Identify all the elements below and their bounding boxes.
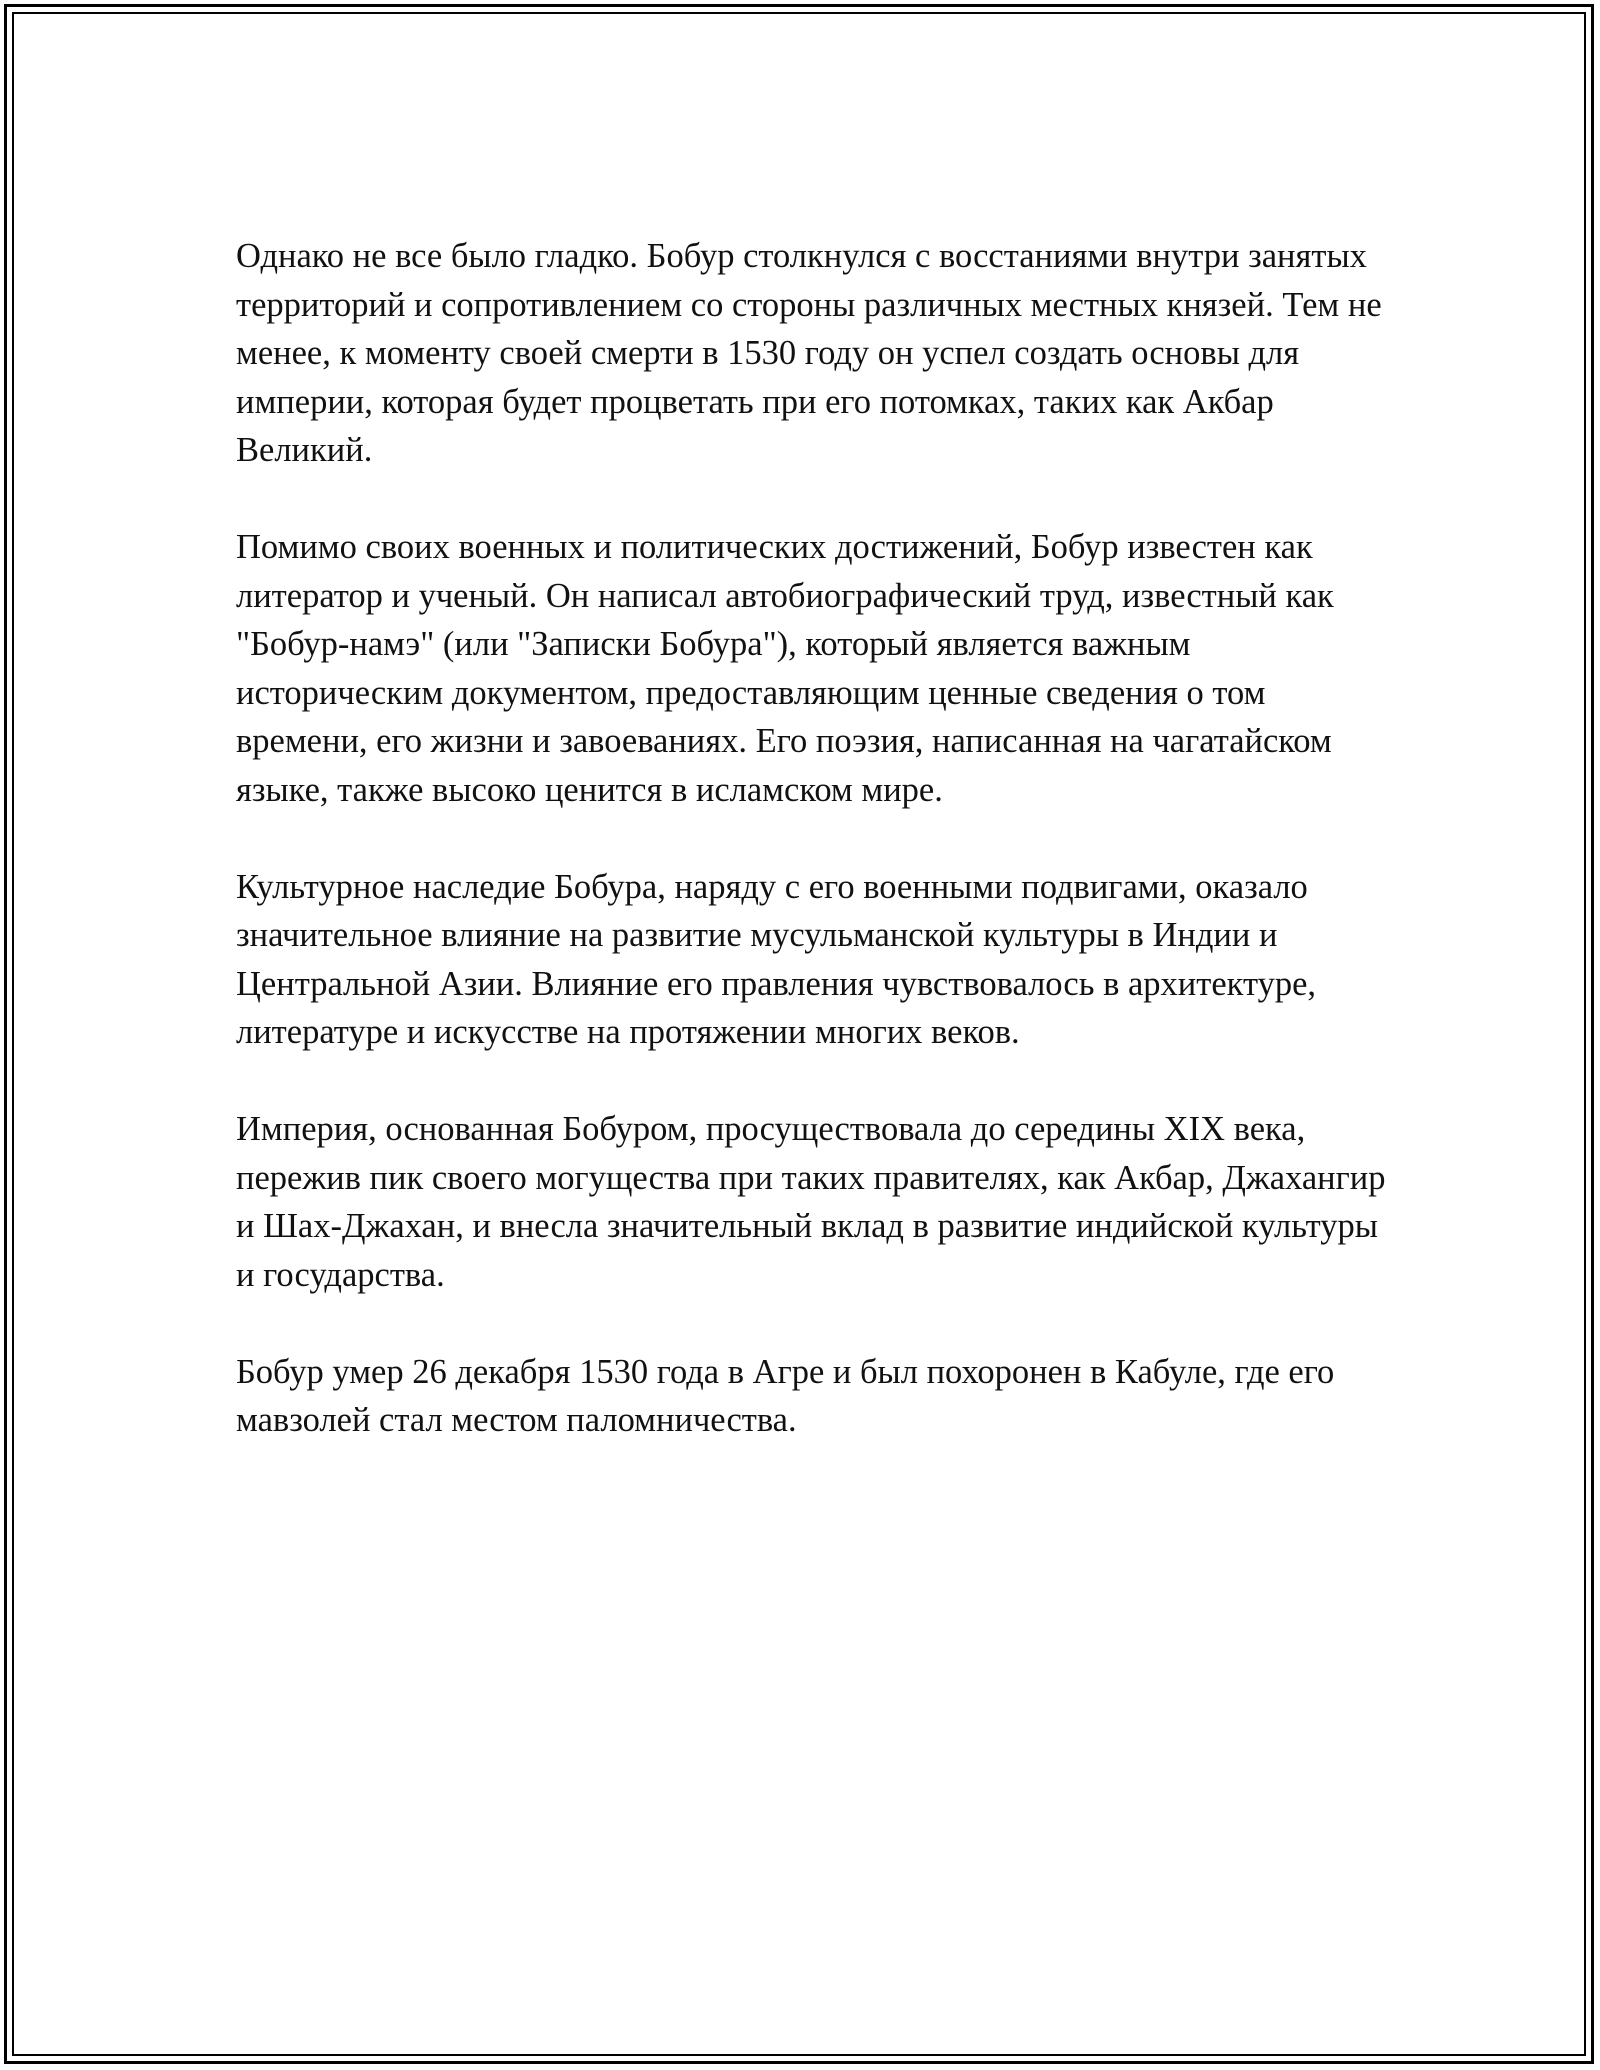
document-body <box>236 232 1386 1445</box>
paragraph-1: Однако не все было гладко. Бобур столкнулся с восстаниями внутри занятых территорий и сопротивлением со стороны различных местных князей. Тем не менее, к моменту своей смерти в 1530 году он успел создать основы для империи, которая будет процветать при его потомках, таких как Акбар Великий. <box>236 237 1382 469</box>
paragraph-5: Бобур умер 26 декабря 1530 года в Агре и был похоронен в Кабуле, где его мавзолей стал местом паломничества. <box>236 1352 1335 1439</box>
paragraph-2: Помимо своих военных и политических достижений, Бобур известен как литератор и ученый. Он написал автобиографический труд, известный как "Бобур-намэ" (или "Записки Бобура"), который является важным историческим документом, предоставляющим ценные сведения о том времени, его жизни и завоеваниях. Его поэзия, написанная на чагатайском языке, также высоко ценится в исламском мире. <box>236 528 1334 809</box>
paragraph-3: Культурное наследие Бобура, наряду с его военными подвигами, оказало значительное влияние на развитие мусульманской культуры в Индии и Центральной Азии. Влияние его правления чувствовалось в архитектуре, литературе и искусстве на протяжении многих веков. <box>236 867 1317 1051</box>
paragraph-4: Империя, основанная Бобуром, просуществовала до середины XIX века, пережив пик своего могущества при таких правителях, как Акбар, Джахангир и Шах-Джахан, и внесла значительный вклад в развитие индийской культуры и государства. <box>236 1110 1386 1294</box>
